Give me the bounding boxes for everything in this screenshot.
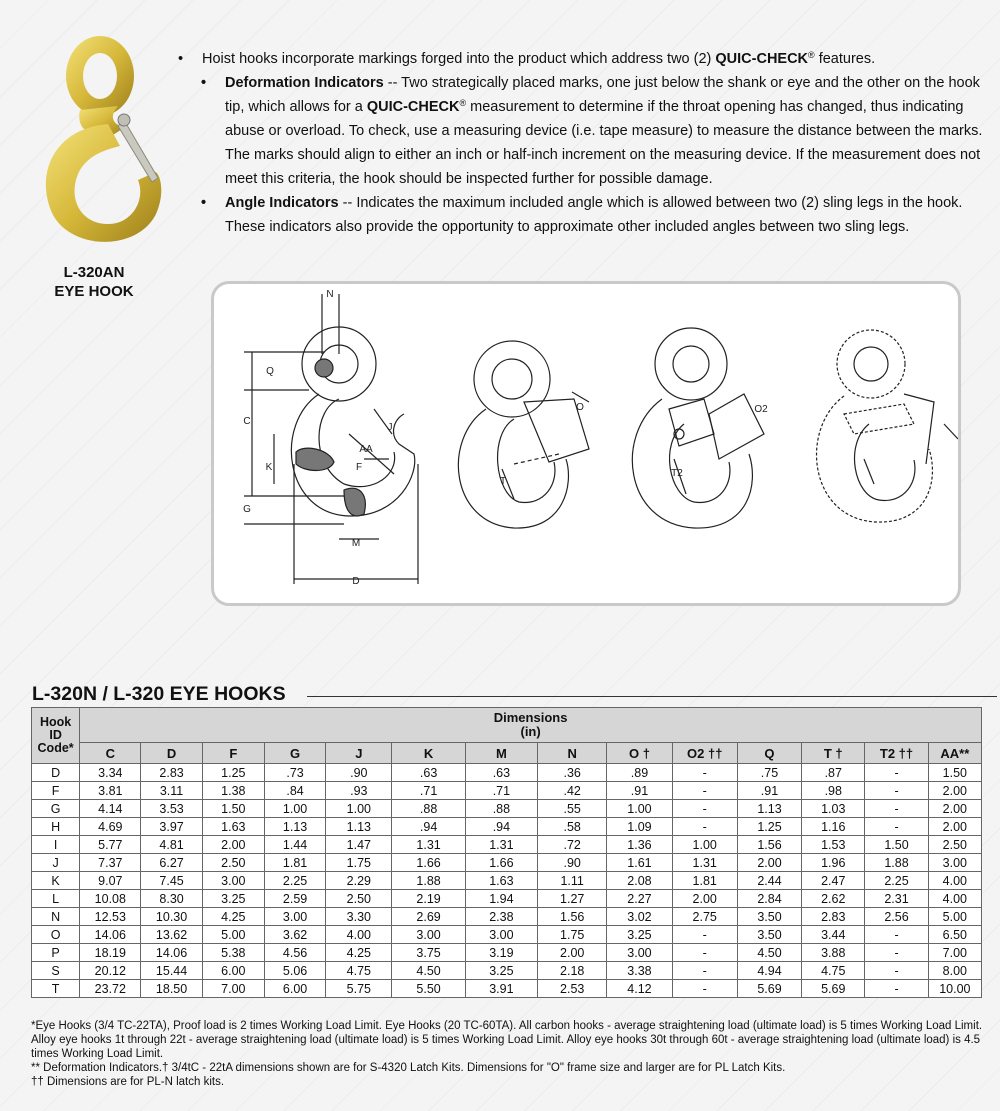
table-cell: 7.00	[202, 980, 264, 998]
table-cell: 1.96	[802, 854, 865, 872]
table-cell: 1.50	[928, 764, 981, 782]
table-cell: .71	[465, 782, 537, 800]
product-code: L-320AN	[63, 264, 125, 281]
table-cell: 2.62	[802, 890, 865, 908]
table-cell: 1.75	[326, 854, 392, 872]
table-cell: 20.12	[80, 962, 141, 980]
table-cell: 1.56	[737, 836, 801, 854]
table-cell: -	[865, 818, 928, 836]
table-cell: 1.13	[737, 800, 801, 818]
table-cell: 1.88	[392, 872, 465, 890]
hook-dimension-drawings	[214, 284, 958, 603]
eye-hook-photo	[28, 28, 178, 260]
table-cell: .94	[465, 818, 537, 836]
footnote-2: ** Deformation Indicators.† 3/4tC - 22tA dimensions shown are for S-4320 Latch Kits. Dimensions for "O" frame size and larger are for PL Latch Kits.	[31, 1062, 786, 1074]
table-cell: 10.08	[80, 890, 141, 908]
table-cell: 1.66	[465, 854, 537, 872]
table-cell: 15.44	[141, 962, 202, 980]
column-header: G	[264, 743, 325, 764]
table-row	[32, 854, 982, 872]
hook-id-cell: L	[32, 890, 80, 908]
label-M: M	[351, 538, 361, 549]
table-cell: 1.38	[202, 782, 264, 800]
table-cell: 10.00	[928, 980, 981, 998]
hook-id-cell: S	[32, 962, 80, 980]
table-row	[32, 962, 982, 980]
column-header: T †	[802, 743, 865, 764]
table-row	[32, 764, 982, 782]
table-cell: -	[865, 980, 928, 998]
table-cell: -	[865, 800, 928, 818]
table-cell: 1.00	[326, 800, 392, 818]
label-T: T	[499, 476, 507, 487]
table-cell: 3.38	[607, 962, 672, 980]
table-cell: 3.00	[392, 926, 465, 944]
table-cell: 5.50	[392, 980, 465, 998]
table-cell: 6.27	[141, 854, 202, 872]
table-cell: 4.94	[737, 962, 801, 980]
table-cell: 3.25	[202, 890, 264, 908]
table-cell: 3.00	[607, 944, 672, 962]
column-header: O2 ††	[672, 743, 737, 764]
table-cell: 2.00	[928, 782, 981, 800]
table-cell: -	[865, 962, 928, 980]
intro-bullet: • Hoist hooks incorporate markings forged into the product which address two (2) QUIC-CHECK® features.	[178, 50, 876, 67]
table-row	[32, 944, 982, 962]
deformation-indicators-bullet: • Deformation Indicators -- Two strategically placed marks, one just below the shank or eye and the other on the hook tip, which allows for a QUIC-CHECK® measurement to determine if the throat opening has changed, thus indicating abuse or overload. To check, use a measuring device (i.e. tape measure) to measure the distance between the marks. The marks should align to either an inch or half-inch increment on the measuring device. If the measurement does not meet this criteria, the hook should be inspected further for possible damage.	[201, 75, 983, 187]
table-cell: 7.37	[80, 854, 141, 872]
table-cell: 2.19	[392, 890, 465, 908]
table-cell: 2.56	[865, 908, 928, 926]
column-header: Q	[737, 743, 801, 764]
table-cell: 2.38	[465, 908, 537, 926]
table-cell: 2.44	[737, 872, 801, 890]
label-K: K	[265, 462, 273, 473]
table-cell: 1.00	[264, 800, 325, 818]
table-cell: 2.50	[202, 854, 264, 872]
table-cell: 3.19	[465, 944, 537, 962]
table-row	[32, 782, 982, 800]
table-cell: 2.08	[607, 872, 672, 890]
deformation-title: Deformation Indicators	[225, 75, 384, 91]
table-cell: 3.00	[928, 854, 981, 872]
table-cell: 1.63	[465, 872, 537, 890]
table-cell: .91	[737, 782, 801, 800]
table-cell: -	[865, 782, 928, 800]
table-cell: 3.25	[465, 962, 537, 980]
hook-id-cell: T	[32, 980, 80, 998]
table-cell: 4.56	[264, 944, 325, 962]
table-cell: 4.50	[737, 944, 801, 962]
table-cell: 5.77	[80, 836, 141, 854]
table-cell: 7.00	[928, 944, 981, 962]
table-cell: 5.75	[326, 980, 392, 998]
table-row	[32, 836, 982, 854]
label-C: C	[243, 416, 251, 427]
table-cell: .87	[802, 764, 865, 782]
table-cell: .90	[538, 854, 607, 872]
table-cell: .89	[607, 764, 672, 782]
table-cell: -	[865, 764, 928, 782]
table-cell: 2.00	[202, 836, 264, 854]
table-cell: 4.14	[80, 800, 141, 818]
table-cell: 2.00	[672, 890, 737, 908]
table-cell: 5.38	[202, 944, 264, 962]
hook-id-cell: I	[32, 836, 80, 854]
table-cell: 3.50	[737, 908, 801, 926]
table-cell: 1.11	[538, 872, 607, 890]
table-cell: 6.00	[264, 980, 325, 998]
table-cell: .93	[326, 782, 392, 800]
angle-indicators-bullet: • Angle Indicators -- Indicates the maximum included angle which is allowed between two (2) sling legs in the hook. These indicators also provide the opportunity to approximate other included angles between two sling legs.	[201, 195, 963, 235]
table-cell: 14.06	[80, 926, 141, 944]
table-cell: .88	[465, 800, 537, 818]
table-body	[32, 764, 982, 998]
table-cell: 23.72	[80, 980, 141, 998]
table-row	[32, 800, 982, 818]
table-cell: 8.00	[928, 962, 981, 980]
table-cell: 2.25	[865, 872, 928, 890]
table-cell: .75	[737, 764, 801, 782]
column-header: M	[465, 743, 537, 764]
table-cell: 3.62	[264, 926, 325, 944]
table-cell: 3.44	[802, 926, 865, 944]
column-header: K	[392, 743, 465, 764]
hook-id-cell: N	[32, 908, 80, 926]
feature-bullets	[172, 47, 987, 239]
table-cell: 3.00	[264, 908, 325, 926]
table-row	[32, 872, 982, 890]
table-cell: 3.11	[141, 782, 202, 800]
label-N: N	[326, 289, 334, 300]
table-cell: 3.50	[737, 926, 801, 944]
table-cell: 2.47	[802, 872, 865, 890]
table-cell: 5.69	[802, 980, 865, 998]
column-header-row	[32, 743, 982, 764]
table-cell: 2.29	[326, 872, 392, 890]
dimensions-header: Dimensions (in)	[80, 708, 982, 743]
table-cell: 4.75	[802, 962, 865, 980]
table-cell: 1.16	[802, 818, 865, 836]
table-cell: 4.00	[928, 872, 981, 890]
table-cell: -	[865, 926, 928, 944]
table-cell: 4.50	[392, 962, 465, 980]
column-header: D	[141, 743, 202, 764]
table-cell: .84	[264, 782, 325, 800]
table-cell: .42	[538, 782, 607, 800]
table-cell: 4.81	[141, 836, 202, 854]
table-cell: 8.30	[141, 890, 202, 908]
table-cell: 3.00	[202, 872, 264, 890]
table-cell: .36	[538, 764, 607, 782]
table-cell: 1.25	[737, 818, 801, 836]
table-cell: 6.00	[202, 962, 264, 980]
table-cell: 1.50	[865, 836, 928, 854]
table-cell: -	[865, 944, 928, 962]
table-cell: 1.09	[607, 818, 672, 836]
label-O2: O2	[754, 404, 768, 415]
table-cell: 5.00	[202, 926, 264, 944]
table-cell: -	[672, 926, 737, 944]
table-cell: 12.53	[80, 908, 141, 926]
table-cell: 2.83	[141, 764, 202, 782]
table-cell: -	[672, 962, 737, 980]
footnotes	[31, 1019, 991, 1089]
table-cell: 1.81	[264, 854, 325, 872]
hook-id-cell: H	[32, 818, 80, 836]
table-cell: 18.50	[141, 980, 202, 998]
table-cell: 1.03	[802, 800, 865, 818]
hook-id-header: Hook ID Code*	[32, 708, 80, 764]
table-cell: -	[672, 818, 737, 836]
table-cell: 1.44	[264, 836, 325, 854]
table-cell: .94	[392, 818, 465, 836]
table-cell: 2.50	[326, 890, 392, 908]
column-header: J	[326, 743, 392, 764]
table-cell: .73	[264, 764, 325, 782]
table-cell: 2.83	[802, 908, 865, 926]
table-cell: 13.62	[141, 926, 202, 944]
column-header: F	[202, 743, 264, 764]
title-divider	[307, 696, 997, 697]
table-cell: 1.25	[202, 764, 264, 782]
table-cell: 4.00	[928, 890, 981, 908]
table-cell: 1.36	[607, 836, 672, 854]
table-cell: 1.50	[202, 800, 264, 818]
column-header: O †	[607, 743, 672, 764]
table-cell: 1.53	[802, 836, 865, 854]
hook-id-cell: F	[32, 782, 80, 800]
table-cell: 2.50	[928, 836, 981, 854]
column-header: T2 ††	[865, 743, 928, 764]
label-Q: Q	[266, 366, 274, 377]
label-O: O	[576, 402, 584, 413]
table-cell: 4.12	[607, 980, 672, 998]
table-cell: 4.69	[80, 818, 141, 836]
table-cell: 1.00	[672, 836, 737, 854]
table-cell: 1.88	[865, 854, 928, 872]
table-title: L-320N / L-320 EYE HOOKS	[32, 683, 286, 705]
table-cell: 2.69	[392, 908, 465, 926]
table-cell: 2.53	[538, 980, 607, 998]
hook-id-cell: G	[32, 800, 80, 818]
table-cell: .63	[465, 764, 537, 782]
table-cell: 1.31	[392, 836, 465, 854]
eye-hook-dimension-table	[31, 707, 982, 998]
footnote-1: *Eye Hooks (3/4 TC-22TA), Proof load is 2 times Working Load Limit. Eye Hooks (20 TC-60TA). All carbon hooks - average straightening load (ultimate load) is 5 times Working Load Limit. Alloy eye hooks 1t through 22t - average straightening load (ultimate load) is 5 times Working Load Limit. Alloy eye hooks 30t through 60t - average straightening load (ultimate load) is 4.5 times Working Load Limit.	[31, 1020, 983, 1060]
product-type: EYE HOOK	[54, 283, 134, 300]
table-cell: 4.75	[326, 962, 392, 980]
table-cell: .88	[392, 800, 465, 818]
table-cell: 3.53	[141, 800, 202, 818]
table-cell: 1.94	[465, 890, 537, 908]
table-cell: 1.75	[538, 926, 607, 944]
table-cell: 10.30	[141, 908, 202, 926]
table-cell: 7.45	[141, 872, 202, 890]
hook-id-cell: P	[32, 944, 80, 962]
table-cell: 1.00	[607, 800, 672, 818]
table-cell: 3.30	[326, 908, 392, 926]
table-cell: 5.00	[928, 908, 981, 926]
angle-title: Angle Indicators	[225, 195, 339, 211]
table-cell: .91	[607, 782, 672, 800]
footnote-3: †† Dimensions are for PL-N latch kits.	[31, 1076, 225, 1088]
table-cell: 1.81	[672, 872, 737, 890]
hook-id-cell: K	[32, 872, 80, 890]
table-cell: .71	[392, 782, 465, 800]
table-cell: -	[672, 944, 737, 962]
table-cell: 2.84	[737, 890, 801, 908]
table-cell: 3.25	[607, 926, 672, 944]
label-G: G	[243, 504, 251, 515]
table-cell: 14.06	[141, 944, 202, 962]
table-cell: 6.50	[928, 926, 981, 944]
table-cell: .55	[538, 800, 607, 818]
table-cell: 1.61	[607, 854, 672, 872]
table-cell: 5.06	[264, 962, 325, 980]
table-cell: 3.97	[141, 818, 202, 836]
table-cell: 3.00	[465, 926, 537, 944]
table-cell: 4.00	[326, 926, 392, 944]
table-cell: .72	[538, 836, 607, 854]
column-header: C	[80, 743, 141, 764]
table-cell: 1.47	[326, 836, 392, 854]
hook-id-cell: J	[32, 854, 80, 872]
table-cell: 3.75	[392, 944, 465, 962]
label-AA: AA	[359, 444, 373, 455]
label-J: J	[387, 422, 393, 433]
table-cell: 2.25	[264, 872, 325, 890]
dimension-diagram-panel	[211, 281, 961, 606]
table-row	[32, 908, 982, 926]
table-cell: 2.31	[865, 890, 928, 908]
table-cell: -	[672, 764, 737, 782]
table-cell: 2.18	[538, 962, 607, 980]
table-cell: 1.31	[672, 854, 737, 872]
table-cell: 4.25	[326, 944, 392, 962]
table-cell: 1.13	[326, 818, 392, 836]
table-cell: 3.88	[802, 944, 865, 962]
table-cell: 9.07	[80, 872, 141, 890]
table-cell: 3.34	[80, 764, 141, 782]
table-row	[32, 980, 982, 998]
table-row	[32, 890, 982, 908]
table-cell: 2.75	[672, 908, 737, 926]
hook-id-cell: D	[32, 764, 80, 782]
table-cell: -	[672, 980, 737, 998]
hook-id-cell: O	[32, 926, 80, 944]
table-cell: -	[672, 800, 737, 818]
table-cell: 4.25	[202, 908, 264, 926]
table-cell: 3.02	[607, 908, 672, 926]
table-row	[32, 818, 982, 836]
table-cell: .58	[538, 818, 607, 836]
table-cell: 1.31	[465, 836, 537, 854]
label-T2: T2	[671, 468, 683, 479]
table-cell: 2.00	[928, 818, 981, 836]
table-cell: 1.27	[538, 890, 607, 908]
label-F: F	[355, 462, 363, 473]
table-cell: .63	[392, 764, 465, 782]
column-header: AA**	[928, 743, 981, 764]
product-caption	[20, 263, 168, 301]
table-cell: 18.19	[80, 944, 141, 962]
table-row	[32, 926, 982, 944]
table-cell: 2.00	[538, 944, 607, 962]
table-cell: 3.81	[80, 782, 141, 800]
table-cell: 1.63	[202, 818, 264, 836]
table-cell: 1.66	[392, 854, 465, 872]
label-D: D	[352, 576, 360, 587]
table-cell: 2.59	[264, 890, 325, 908]
table-cell: 1.56	[538, 908, 607, 926]
table-cell: 3.91	[465, 980, 537, 998]
table-cell: 2.00	[928, 800, 981, 818]
table-cell: 2.27	[607, 890, 672, 908]
column-header: N	[538, 743, 607, 764]
table-cell: .98	[802, 782, 865, 800]
table-cell: .90	[326, 764, 392, 782]
table-cell: 5.69	[737, 980, 801, 998]
table-cell: 2.00	[737, 854, 801, 872]
table-cell: -	[672, 782, 737, 800]
table-cell: 1.13	[264, 818, 325, 836]
